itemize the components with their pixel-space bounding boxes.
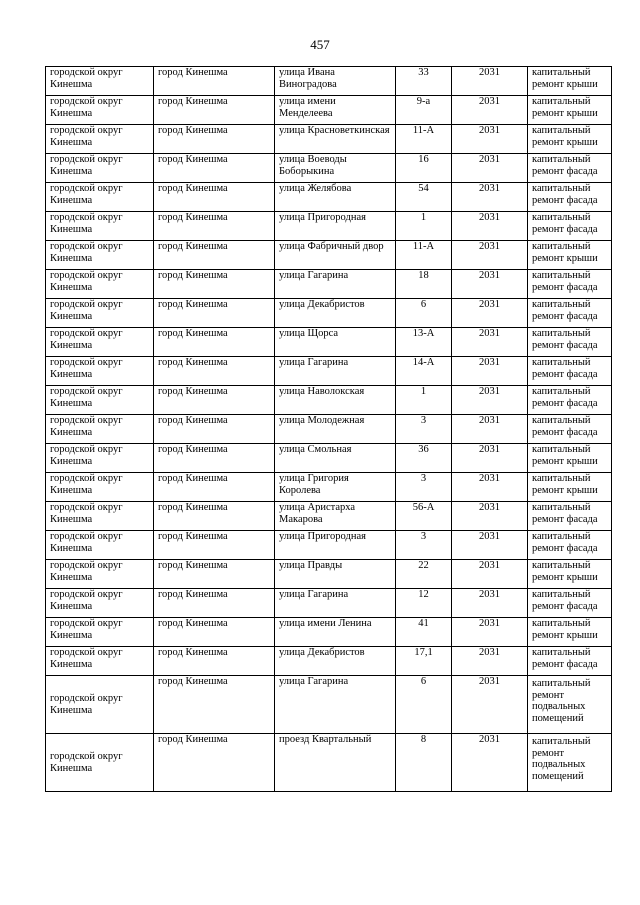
city-cell: город Кинешма [154,444,275,473]
house-number-cell: 33 [396,67,452,96]
district-cell: городской округ Кинешма [46,241,154,270]
house-number-cell: 16 [396,154,452,183]
table-row [46,125,612,154]
district-cell: городской округ Кинешма [46,183,154,212]
year-cell: 2031 [452,212,528,241]
street-cell: улица Смольная [275,444,396,473]
house-number-cell: 8 [396,734,452,792]
table-row [46,299,612,328]
year-cell: 2031 [452,415,528,444]
year-cell: 2031 [452,386,528,415]
district-cell: городской округ Кинешма [46,67,154,96]
house-number-cell: 41 [396,618,452,647]
district-cell: городской округ Кинешма [46,444,154,473]
house-number-cell: 22 [396,560,452,589]
repair-type-cell: капитальный ремонт фасада [528,647,612,676]
district-cell: городской округ Кинешма [46,734,154,792]
street-cell: улица имени Ленина [275,618,396,647]
district-cell: городской округ Кинешма [46,270,154,299]
street-cell: улица Декабристов [275,299,396,328]
house-number-cell: 1 [396,212,452,241]
house-number-cell: 14-А [396,357,452,386]
street-cell: улица Щорса [275,328,396,357]
house-number-cell: 54 [396,183,452,212]
house-number-cell: 3 [396,473,452,502]
district-cell: городской округ Кинешма [46,299,154,328]
street-cell: улица Гагарина [275,676,396,734]
year-cell: 2031 [452,502,528,531]
district-cell: городской округ Кинешма [46,531,154,560]
street-cell: улица Наволокская [275,386,396,415]
city-cell: город Кинешма [154,328,275,357]
repair-type-cell: капитальный ремонт фасада [528,357,612,386]
repair-type-cell: капитальный ремонт подвальных помещений [528,676,612,734]
street-cell: улица Воеводы Боборыкина [275,154,396,183]
repair-type-cell: капитальный ремонт подвальных помещений [528,734,612,792]
repair-type-cell: капитальный ремонт крыши [528,125,612,154]
house-number-cell: 56-А [396,502,452,531]
house-number-cell: 1 [396,386,452,415]
district-cell: городской округ Кинешма [46,473,154,502]
city-cell: город Кинешма [154,415,275,444]
year-cell: 2031 [452,241,528,270]
city-cell: город Кинешма [154,299,275,328]
city-cell: город Кинешма [154,734,275,792]
repair-type-cell: капитальный ремонт фасада [528,415,612,444]
page-number: 457 [310,37,330,52]
table-row [46,734,612,792]
district-cell: городской округ Кинешма [46,502,154,531]
street-cell: улица Гагарина [275,270,396,299]
table-row [46,444,612,473]
year-cell: 2031 [452,270,528,299]
repair-type-cell: капитальный ремонт крыши [528,444,612,473]
repair-type-cell: капитальный ремонт фасада [528,386,612,415]
registry-body [46,67,612,792]
year-cell: 2031 [452,676,528,734]
street-cell: улица Ивана Виноградова [275,67,396,96]
year-cell: 2031 [452,531,528,560]
house-number-cell: 11-А [396,125,452,154]
city-cell: город Кинешма [154,676,275,734]
city-cell: город Кинешма [154,125,275,154]
city-cell: город Кинешма [154,473,275,502]
repair-type-cell: капитальный ремонт фасада [528,502,612,531]
street-cell: улица Гагарина [275,357,396,386]
street-cell: улица Фабричный двор [275,241,396,270]
city-cell: город Кинешма [154,618,275,647]
table-row [46,328,612,357]
city-cell: город Кинешма [154,212,275,241]
repair-type-cell: капитальный ремонт крыши [528,618,612,647]
house-number-cell: 13-А [396,328,452,357]
street-cell: улица Красноветкинская [275,125,396,154]
table-row [46,473,612,502]
table-row [46,386,612,415]
repair-type-cell: капитальный ремонт фасада [528,183,612,212]
repair-type-cell: капитальный ремонт фасада [528,328,612,357]
city-cell: город Кинешма [154,589,275,618]
year-cell: 2031 [452,183,528,212]
repair-type-cell: капитальный ремонт фасада [528,212,612,241]
district-cell: городской округ Кинешма [46,647,154,676]
year-cell: 2031 [452,560,528,589]
district-cell: городской округ Кинешма [46,357,154,386]
repair-type-cell: капитальный ремонт фасада [528,531,612,560]
street-cell: улица Желябова [275,183,396,212]
city-cell: город Кинешма [154,531,275,560]
table-row [46,357,612,386]
city-cell: город Кинешма [154,270,275,299]
city-cell: город Кинешма [154,560,275,589]
year-cell: 2031 [452,473,528,502]
repair-type-cell: капитальный ремонт фасада [528,270,612,299]
city-cell: город Кинешма [154,67,275,96]
district-cell: городской округ Кинешма [46,560,154,589]
table-row [46,618,612,647]
table-row [46,241,612,270]
year-cell: 2031 [452,589,528,618]
year-cell: 2031 [452,357,528,386]
table-row [46,676,612,734]
year-cell: 2031 [452,96,528,125]
house-number-cell: 6 [396,299,452,328]
street-cell: улица Правды [275,560,396,589]
year-cell: 2031 [452,125,528,154]
street-cell: улица Григория Королева [275,473,396,502]
year-cell: 2031 [452,647,528,676]
district-cell: городской округ Кинешма [46,212,154,241]
district-cell: городской округ Кинешма [46,618,154,647]
repair-type-cell: капитальный ремонт фасада [528,299,612,328]
district-cell: городской округ Кинешма [46,154,154,183]
table-row [46,183,612,212]
table-row [46,96,612,125]
street-cell: улица Гагарина [275,589,396,618]
district-cell: городской округ Кинешма [46,328,154,357]
table-row [46,154,612,183]
district-cell: городской округ Кинешма [46,415,154,444]
street-cell: улица Декабристов [275,647,396,676]
year-cell: 2031 [452,328,528,357]
house-number-cell: 17,1 [396,647,452,676]
house-number-cell: 36 [396,444,452,473]
repair-registry-table [45,66,612,792]
year-cell: 2031 [452,299,528,328]
district-cell: городской округ Кинешма [46,676,154,734]
house-number-cell: 3 [396,415,452,444]
table-row [46,531,612,560]
table-row [46,415,612,444]
district-cell: городской округ Кинешма [46,589,154,618]
house-number-cell: 12 [396,589,452,618]
street-cell: улица Пригородная [275,531,396,560]
city-cell: город Кинешма [154,502,275,531]
table-row [46,589,612,618]
district-cell: городской округ Кинешма [46,386,154,415]
city-cell: город Кинешма [154,357,275,386]
table-row [46,502,612,531]
city-cell: город Кинешма [154,386,275,415]
city-cell: город Кинешма [154,96,275,125]
street-cell: улица Молодежная [275,415,396,444]
house-number-cell: 18 [396,270,452,299]
district-cell: городской округ Кинешма [46,125,154,154]
street-cell: улица Пригородная [275,212,396,241]
repair-type-cell: капитальный ремонт крыши [528,67,612,96]
table-row [46,270,612,299]
city-cell: город Кинешма [154,241,275,270]
city-cell: город Кинешма [154,183,275,212]
repair-type-cell: капитальный ремонт фасада [528,589,612,618]
year-cell: 2031 [452,67,528,96]
year-cell: 2031 [452,154,528,183]
repair-type-cell: капитальный ремонт крыши [528,96,612,125]
city-cell: город Кинешма [154,154,275,183]
house-number-cell: 11-А [396,241,452,270]
year-cell: 2031 [452,444,528,473]
repair-type-cell: капитальный ремонт крыши [528,473,612,502]
street-cell: проезд Квартальный [275,734,396,792]
repair-type-cell: капитальный ремонт крыши [528,560,612,589]
repair-type-cell: капитальный ремонт фасада [528,154,612,183]
year-cell: 2031 [452,734,528,792]
district-cell: городской округ Кинешма [46,96,154,125]
repair-type-cell: капитальный ремонт крыши [528,241,612,270]
table-row [46,212,612,241]
table-row [46,647,612,676]
table-row [46,67,612,96]
city-cell: город Кинешма [154,647,275,676]
table-row [46,560,612,589]
house-number-cell: 3 [396,531,452,560]
year-cell: 2031 [452,618,528,647]
house-number-cell: 6 [396,676,452,734]
street-cell: улица имени Менделеева [275,96,396,125]
street-cell: улица Аристарха Макарова [275,502,396,531]
house-number-cell: 9-а [396,96,452,125]
